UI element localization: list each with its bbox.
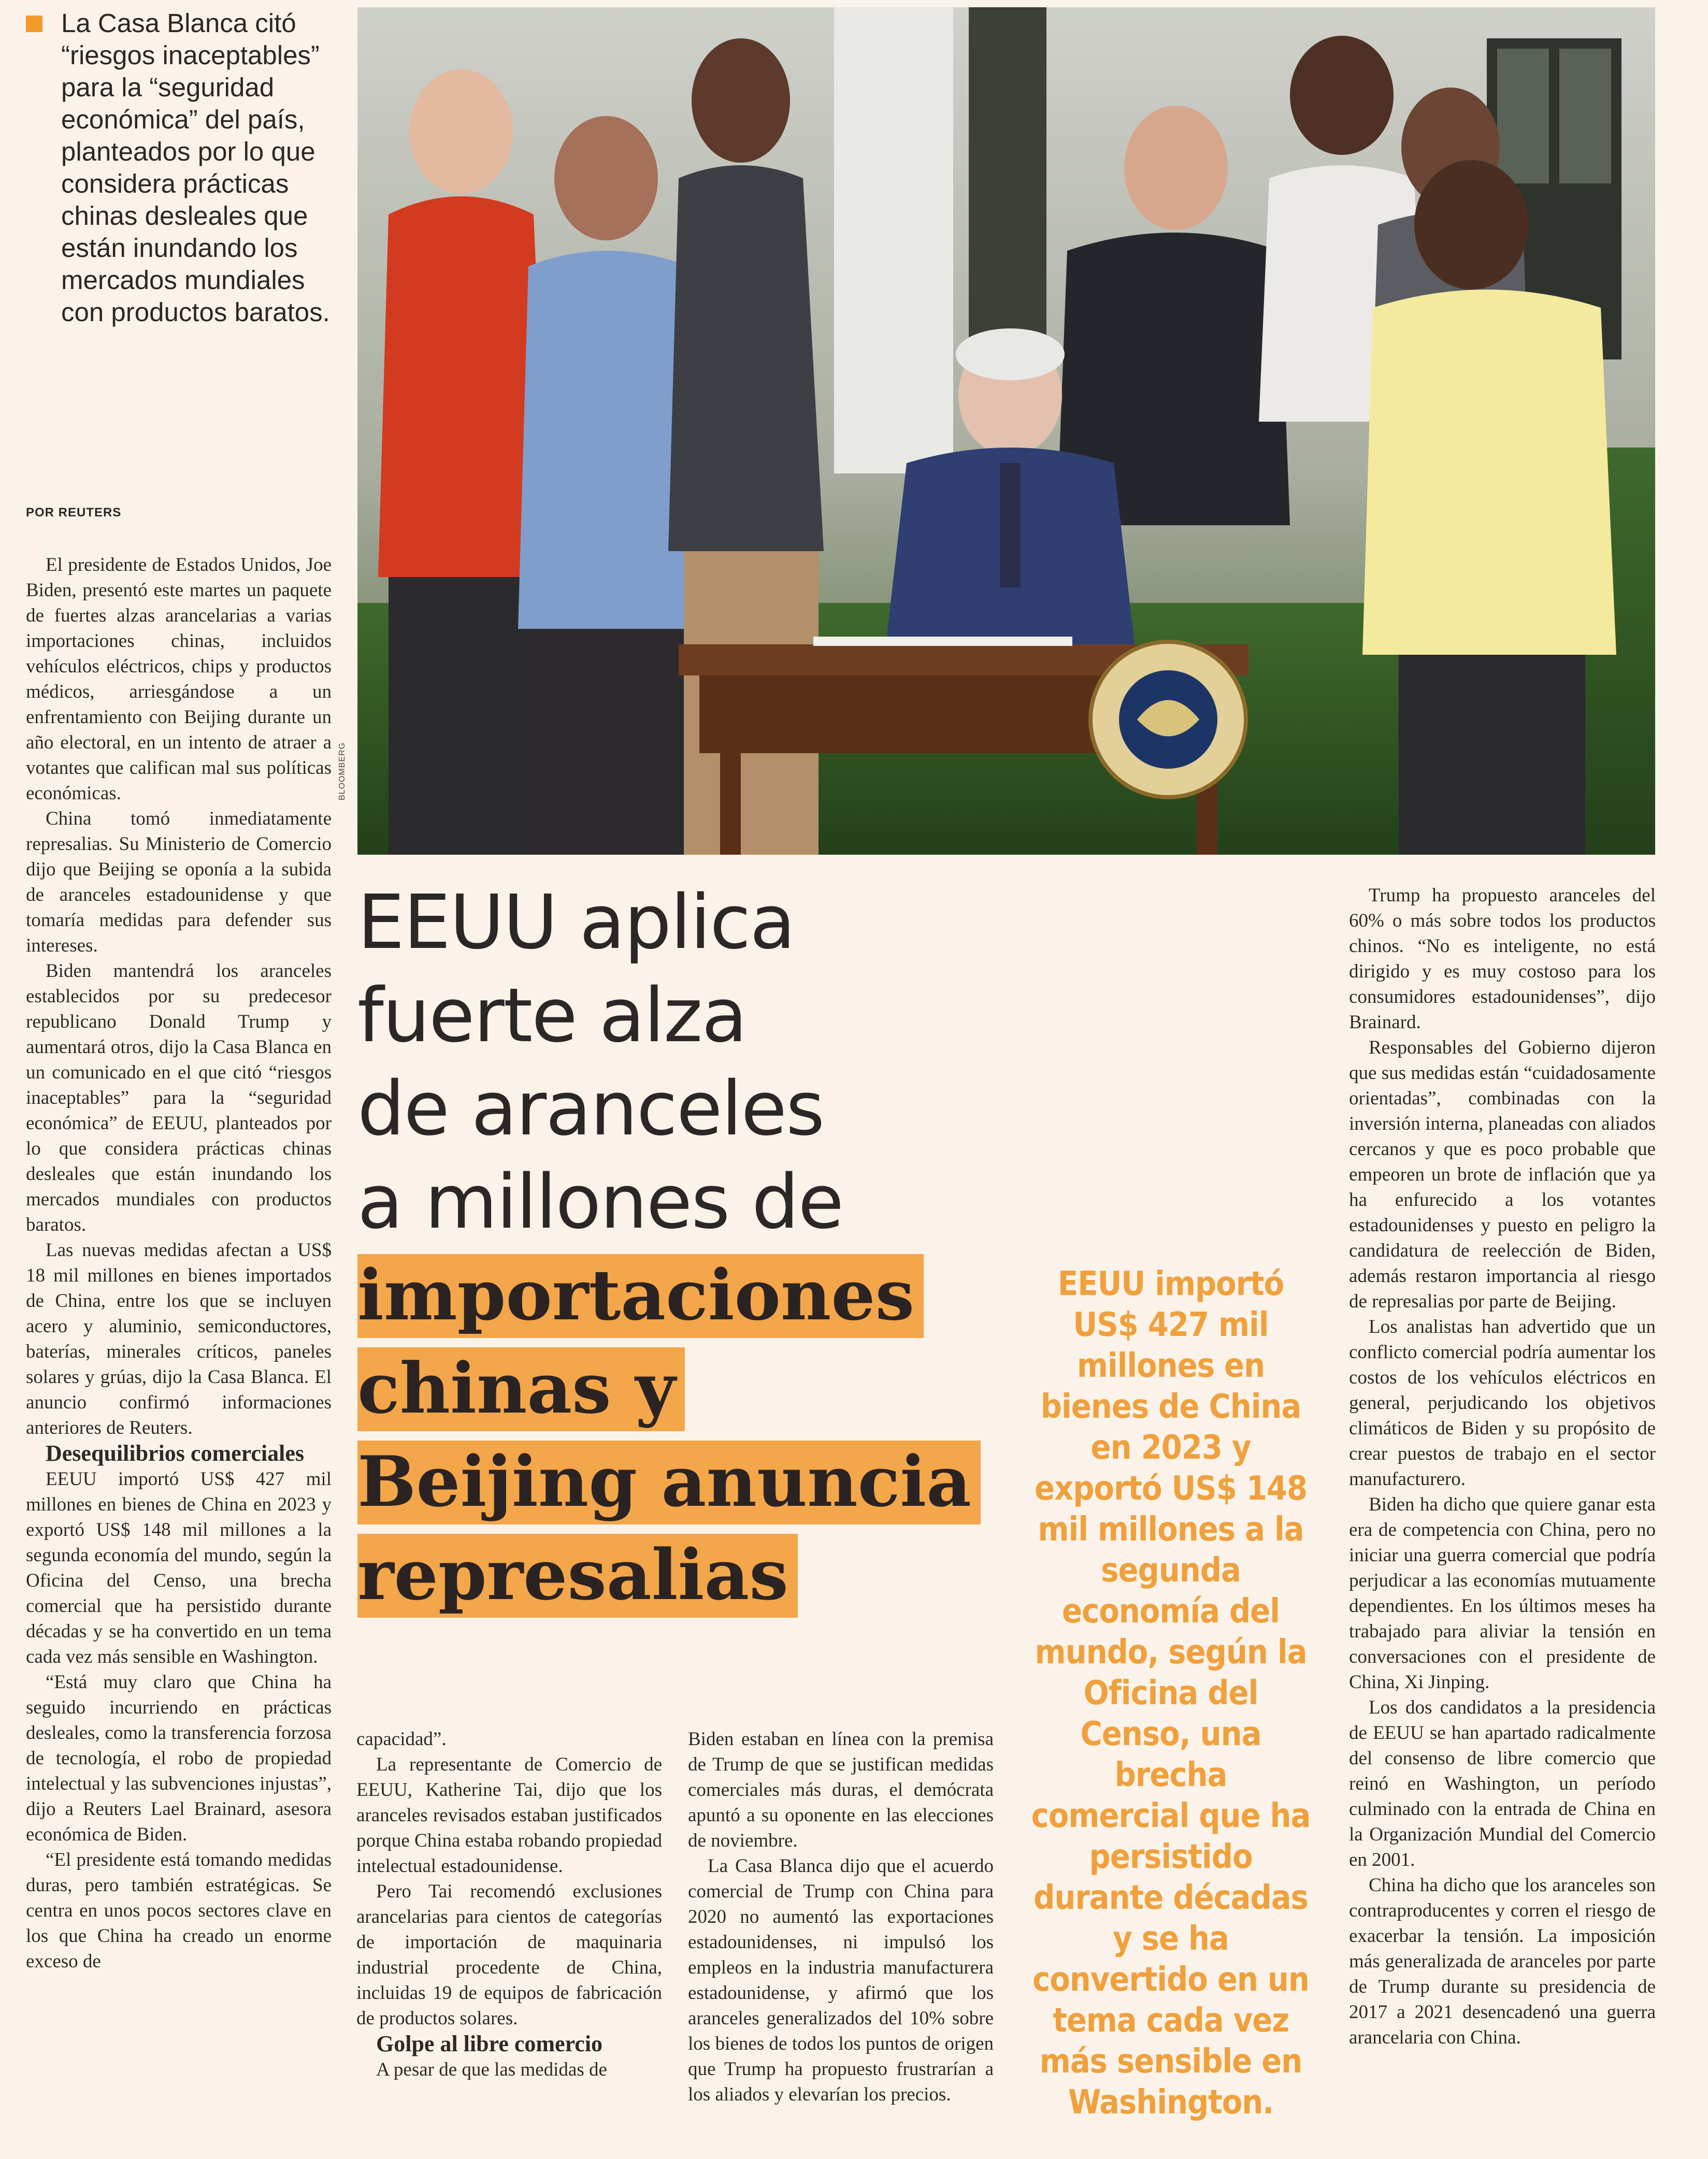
paragraph: EEUU importó US$ 427 mil millones en bienes de China en 2023 y exportó US$ 148 mil millones a la segunda economía del mundo, según la Oficina del Censo, una brecha comercial que ha persistido durante décadas y se ha convertido en un tema cada vez más sensible en Washington. bbox=[26, 1469, 332, 1667]
paragraph: A pesar de que las medidas de bbox=[376, 2059, 607, 2080]
byline: POR REUTERS bbox=[26, 506, 122, 520]
headline-highlight-line: chinas y bbox=[357, 1342, 1021, 1435]
summary-bullet bbox=[26, 16, 42, 32]
article-column-4 bbox=[1349, 883, 1656, 2050]
paragraph: Responsables del Gobierno dijeron que sus medidas están “cuidadosamente orientadas”, combinadas con la inversión interna, planeadas con aliados cercanos y que es poco probable que empeoren un brote de inflación que ya ha enfurecido a los votantes estadounidenses y puesto en peligro la candidatura de reelección de Biden, además restaron importancia al riesgo de represalias por parte de Beijing. bbox=[1349, 1037, 1656, 1312]
headline-line: de aranceles bbox=[357, 1065, 824, 1152]
paragraph: Pero Tai recomendó exclusiones arancelarias para cientos de categorías de importación de maquinaria industrial procedente de China, incluidas 19 de equipos de fabricación de productos solares. bbox=[356, 1881, 662, 2029]
paragraph: La Casa Blanca dijo que el acuerdo comercial de Trump con China para 2020 no aumentó las exportaciones estadounidenses, ni impulsó los empleos en la industria manufacturera estadounidense, y afirmó que los aranceles generalizados del 10% sobre los bienes de todos los puntos de origen que Trump ha propuesto frustrarían a los aliados y elevarían los precios. bbox=[688, 1855, 994, 2105]
headline-highlight-line: importaciones bbox=[357, 1248, 1021, 1342]
paragraph: Biden estaban en línea con la premisa de Trump de que se justifican medidas comerciales más duras, el demócrata apuntó a su oponente en las elecciones de noviembre. bbox=[688, 1729, 994, 1851]
headline-highlight-line: represalias bbox=[357, 1528, 1021, 1621]
photo-illustration bbox=[357, 7, 1655, 855]
article-column-3 bbox=[688, 1726, 994, 2107]
headline-line: a millones de bbox=[357, 1158, 843, 1245]
subheading: Golpe al libre comercio bbox=[376, 2031, 603, 2056]
article-column-1 bbox=[26, 552, 332, 1974]
paragraph: Los analistas han advertido que un conflicto comercial podría aumentar los costos de los vehículos eléctricos en general, perjudicando los objetivos climáticos de Biden y su propósito de crear puestos de trabajo en el sector manufacturero. bbox=[1349, 1316, 1656, 1490]
photo-credit: BLOOMBERG bbox=[338, 742, 347, 800]
article-photo bbox=[357, 7, 1655, 855]
paragraph: La representante de Comercio de EEUU, Katherine Tai, dijo que los aranceles revisados estaban justificados porque China estaba robando propiedad intelectual estadounidense. bbox=[356, 1754, 662, 1877]
headline bbox=[357, 875, 1021, 1621]
headline-line: EEUU aplica bbox=[357, 879, 795, 966]
article-column-2 bbox=[356, 1726, 662, 2082]
subheading: Desequilibrios comerciales bbox=[46, 1441, 304, 1466]
paragraph: “El presidente está tomando medidas duras, pero también estratégicas. Se centra en unos pocos sectores clave en los que China ha creado un enorme exceso de bbox=[26, 1849, 332, 1972]
paragraph: China ha dicho que los aranceles son contraproducentes y corren el riesgo de exacerbar la tensión. La imposición más generalizada de aranceles por parte de Trump durante su presidencia de 2017 a 2021 desencadenó una guerra arancelaria con China. bbox=[1349, 1875, 1656, 2048]
paragraph: Biden mantendrá los aranceles establecidos por su predecesor republicano Donald Trump y aumentará otros, dijo la Casa Blanca en un comunicado en el que citó “riesgos inaceptables” para la “seguridad económica” de EEUU, planteados por lo que considera prácticas chinas desleales que están inundando los mercados mundiales con productos baratos. bbox=[26, 960, 332, 1235]
paragraph: El presidente de Estados Unidos, Joe Biden, presentó este martes un paquete de fuertes alzas arancelarias a varias importaciones chinas, incluidos vehículos eléctricos, chips y productos médicos, arriesgándose a un enfrentamiento con Beijing durante un año electoral, en un intento de atraer a votantes que califican mal sus políticas económicas. bbox=[26, 554, 332, 804]
paragraph: Biden ha dicho que quiere ganar esta era de competencia con China, pero no iniciar una guerra comercial que podría perjudicar a las economías mutuamente dependientes. En los últimos meses ha trabajado para aliviar la tensión en conversaciones con el presidente de China, Xi Jinping. bbox=[1349, 1494, 1656, 1693]
paragraph: Trump ha propuesto aranceles del 60% o más sobre todos los productos chinos. “No es inteligente, no está dirigido y es muy costoso para los consumidores estadounidenses”, dijo Brainard. bbox=[1349, 885, 1656, 1033]
paragraph: Las nuevas medidas afectan a US$ 18 mil millones en bienes importados de China, entre los que se incluyen acero y aluminio, semiconductores, baterías, minerales críticos, paneles solares y grúas, dijo la Casa Blanca. El anuncio confirmó informaciones anteriores de Reuters. bbox=[26, 1240, 332, 1438]
paragraph: Los dos candidatos a la presidencia de EEUU se han apartado radicalmente del consenso de libre comercio que reinó en Washington, un período culminado con la entrada de China en la Organización Mundial del Comercio en 2001. bbox=[1349, 1697, 1656, 1870]
paragraph: capacidad”. bbox=[356, 1729, 447, 1750]
paragraph: China tomó inmediatamente represalias. Su Ministerio de Comercio dijo que Beijing se oponía a la subida de aranceles estadounidense y que tomaría medidas para defender sus intereses. bbox=[26, 808, 332, 956]
headline-highlight-line: Beijing anuncia bbox=[357, 1435, 1021, 1528]
pull-quote: EEUU importó US$ 427 mil millones en bienes de China en 2023 y exportó US$ 148 mil millones a la segunda economía del mundo, según la Oficina del Censo, una brecha comercial que ha persistido durante décadas y se ha convertido en un tema cada vez más sensible en Washington. bbox=[1031, 1265, 1311, 2122]
headline-line: fuerte alza bbox=[357, 972, 747, 1059]
paragraph: “Está muy claro que China ha seguido incurriendo en prácticas desleales, como la transferencia forzosa de tecnología, el robo de propiedad intelectual y las subvenciones injustas”, dijo a Reuters Lael Brainard, asesora económica de Biden. bbox=[26, 1672, 332, 1845]
summary-box bbox=[26, 7, 337, 328]
summary-text: La Casa Blanca citó “riesgos inaceptables” para la “seguridad económica” del país, planteados por lo que considera prácticas chinas desleales que están inundando los mercados mundiales con productos baratos. bbox=[61, 8, 330, 327]
